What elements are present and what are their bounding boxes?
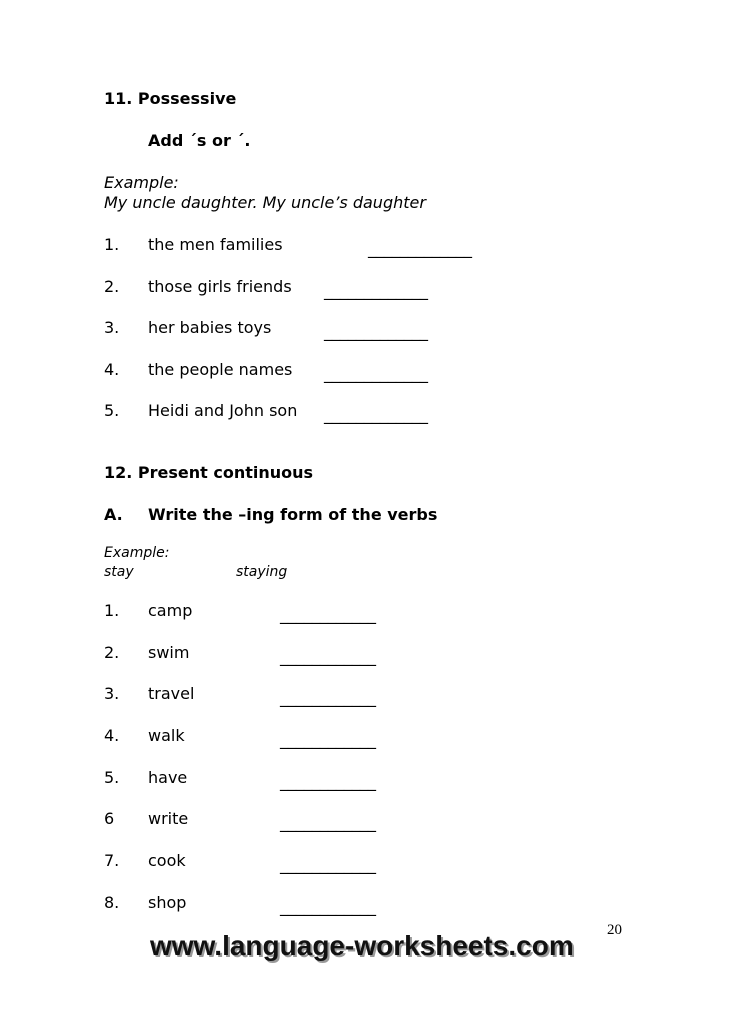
section-12-heading: 12. Present continuous	[104, 463, 314, 482]
answer-blank[interactable]: ____________	[280, 730, 376, 749]
item-number: 6	[104, 809, 115, 828]
answer-blank[interactable]: ____________	[280, 772, 376, 791]
section-12-sub-heading: Write the –ing form of the verbs	[148, 505, 438, 524]
item-number: 1.	[104, 235, 120, 254]
answer-blank[interactable]: ____________	[280, 855, 376, 874]
page-number: 20	[607, 922, 622, 938]
section-11-heading: 11. Possessive	[104, 89, 237, 108]
section-11-instruction: Add ´s or ´.	[148, 131, 251, 150]
answer-blank[interactable]: ____________	[280, 813, 376, 832]
item-number: 4.	[104, 360, 120, 379]
item-number: 2.	[104, 643, 120, 662]
item-text: the men families	[148, 235, 283, 254]
answer-blank[interactable]: ____________	[280, 605, 376, 624]
item-text: those girls friends	[148, 277, 292, 296]
item-text: Heidi and John son	[148, 401, 298, 420]
section-12-example-word: stay	[104, 564, 134, 580]
answer-blank[interactable]: _____________	[324, 322, 428, 341]
section-12-example-answer: staying	[236, 564, 288, 580]
item-number: 4.	[104, 726, 120, 745]
item-number: 3.	[104, 318, 120, 337]
item-number: 3.	[104, 684, 120, 703]
item-text: write	[148, 809, 189, 828]
answer-blank[interactable]: _____________	[324, 405, 428, 424]
answer-blank[interactable]: _____________	[324, 281, 428, 300]
item-text: swim	[148, 643, 190, 662]
answer-blank[interactable]: ____________	[280, 647, 376, 666]
item-text: have	[148, 768, 188, 787]
answer-blank[interactable]: _____________	[368, 239, 472, 258]
answer-blank[interactable]: ____________	[280, 688, 376, 707]
item-number: 5.	[104, 768, 120, 787]
item-text: her babies toys	[148, 318, 272, 337]
item-text: walk	[148, 726, 185, 745]
website-url: www.language-worksheets.com	[150, 930, 574, 961]
section-12-sub-label: A.	[104, 505, 123, 524]
item-text: travel	[148, 684, 195, 703]
answer-blank[interactable]: _____________	[324, 364, 428, 383]
item-number: 2.	[104, 277, 120, 296]
item-number: 5.	[104, 401, 120, 420]
section-11-example-label: Example:	[104, 173, 179, 192]
section-12-example-label: Example:	[104, 545, 170, 561]
item-number: 8.	[104, 893, 120, 912]
item-text: shop	[148, 893, 187, 912]
item-text: camp	[148, 601, 193, 620]
answer-blank[interactable]: ____________	[280, 897, 376, 916]
section-11-example-text: My uncle daughter. My uncle’s daughter	[104, 193, 426, 212]
item-text: cook	[148, 851, 186, 870]
item-number: 1.	[104, 601, 120, 620]
item-text: the people names	[148, 360, 293, 379]
item-number: 7.	[104, 851, 120, 870]
